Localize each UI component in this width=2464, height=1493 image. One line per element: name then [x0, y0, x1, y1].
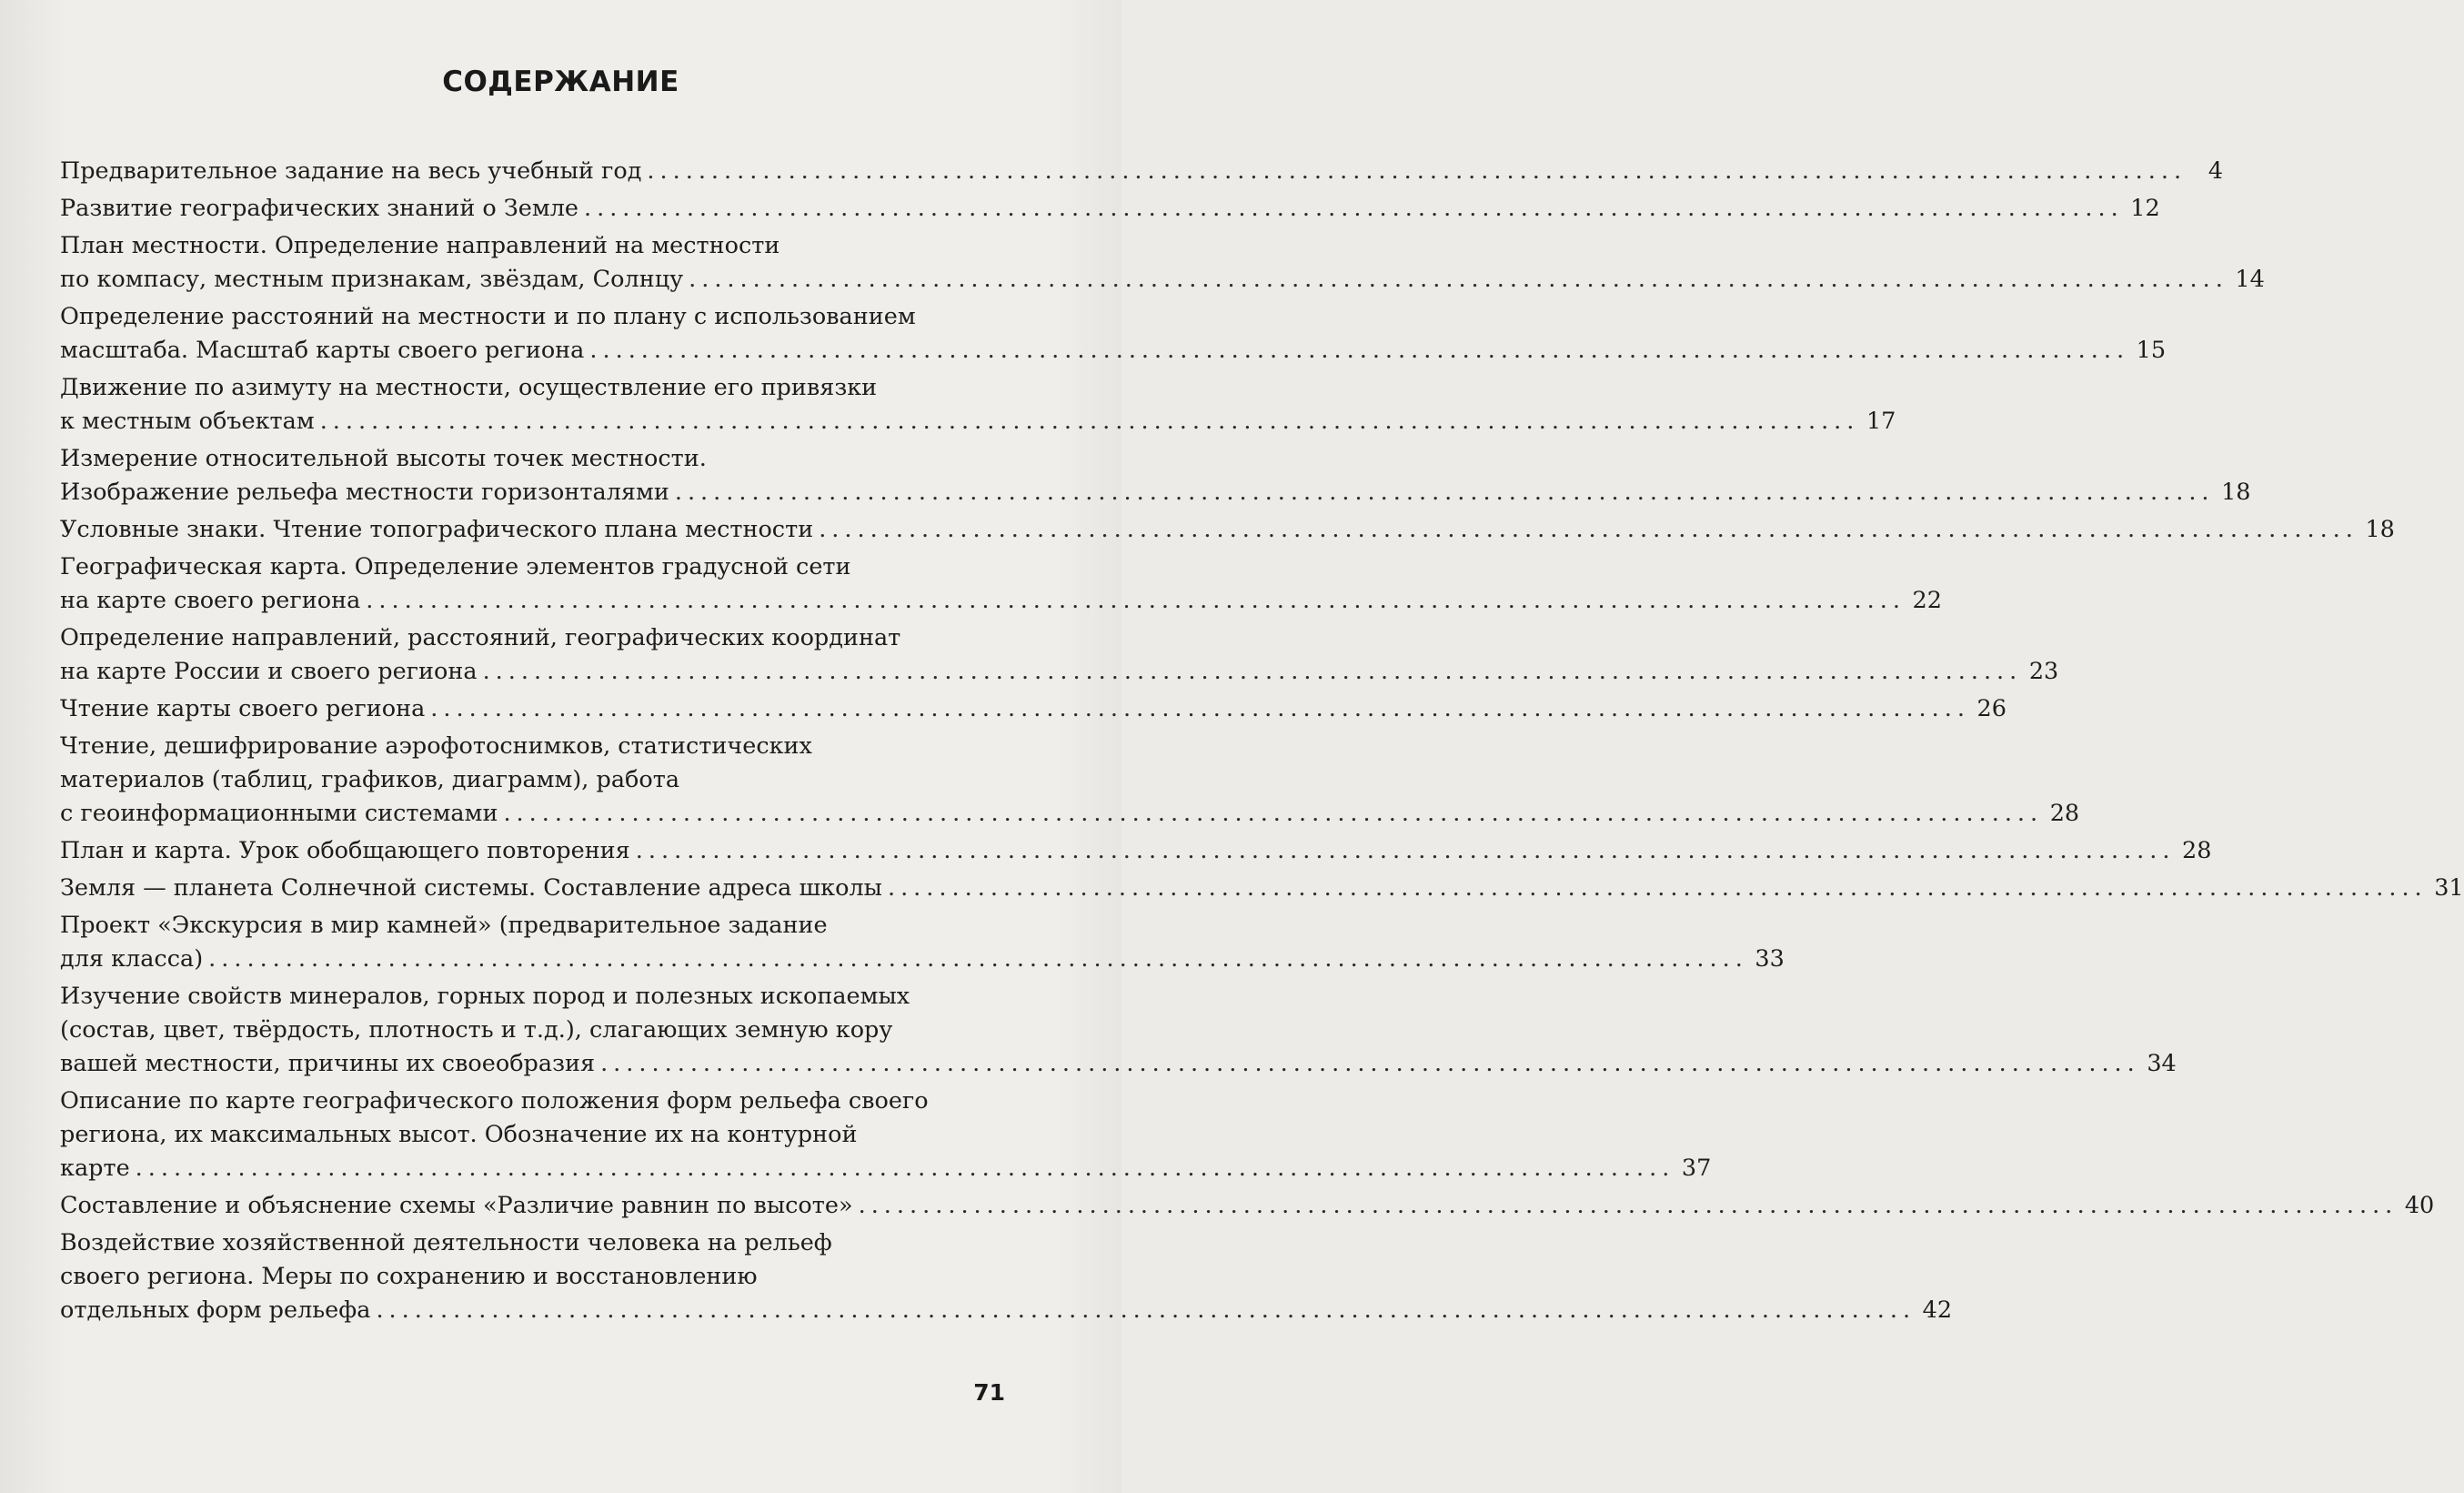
toc-entry-text: Изучение свойств минералов, горных пород и полезных ископаемых — [60, 983, 910, 1010]
toc-entry-last-line — [60, 476, 2251, 509]
toc-entry-last-line — [60, 1189, 2435, 1223]
toc-page-number: 22 — [1912, 587, 1942, 614]
toc-entry-text: на карте своего региона — [60, 587, 361, 614]
toc-entry-text: (состав, цвет, твёрдость, плотность и т.д.), слагающих земную кору — [60, 1016, 893, 1044]
toc-entry-last-line — [60, 334, 2167, 368]
dot-leader: ........................................................................................................................ — [503, 800, 2044, 827]
toc-entry-text: Изображение рельефа местности горизонталями — [60, 479, 669, 506]
toc-entry-text: Чтение карты своего региона — [60, 695, 426, 722]
toc-entry-last-line — [60, 1047, 2177, 1081]
dot-leader: ........................................................................................................................ — [589, 337, 2130, 364]
toc-entry-text: Предварительное задание на весь учебный год — [60, 157, 642, 185]
dot-leader: ........................................................................................................................ — [689, 266, 2228, 293]
toc-entry-text: Проект «Экскурсия в мир камней» (предварительное задание — [60, 912, 828, 939]
toc-page-number: 4 — [2208, 157, 2224, 185]
toc-entry — [60, 1084, 1712, 1185]
toc-entry-text: Воздействие хозяйственной деятельности человека на рельеф — [60, 1229, 832, 1256]
toc-entry-text: региона, их максимальных высот. Обозначение их на контурной — [60, 1121, 858, 1148]
toc-entry-last-line — [60, 797, 2080, 831]
toc-entry — [60, 621, 2059, 689]
dot-leader: ........................................................................................................................ — [366, 587, 1906, 614]
toc-entry-last-line — [60, 155, 2224, 188]
toc-page-number: 18 — [2365, 516, 2395, 543]
toc-page-number: 34 — [2147, 1050, 2177, 1077]
toc-entry — [60, 692, 2006, 726]
toc-entry — [60, 730, 2080, 831]
dot-leader: ........................................................................................................................ — [319, 408, 1860, 435]
toc-entry-text: Развитие географических знаний о Земле — [60, 195, 578, 222]
toc-entry-last-line — [60, 513, 2395, 547]
toc-entry-text: Определение расстояний на местности и по плану с использованием — [60, 303, 916, 330]
toc-entry-text: План и карта. Урок обобщающего повторения — [60, 837, 630, 864]
dot-leader: ........................................................................................................................ — [208, 945, 1748, 973]
toc-page-number: 31 — [2434, 874, 2464, 902]
dot-leader: ........................................................................................................................ — [674, 479, 2215, 506]
page-title: СОДЕРЖАНИЕ — [442, 66, 679, 98]
toc-entry-text: План местности. Определение направлений на местности — [60, 232, 780, 259]
toc-entry — [60, 229, 2265, 297]
toc-entry-text: Измерение относительной высоты точек местности. — [60, 445, 707, 472]
toc-entry — [60, 550, 1942, 618]
toc-entry-last-line — [60, 943, 1785, 976]
toc-entry-last-line — [60, 263, 2265, 297]
toc-entry-text: вашей местности, причины их своеобразия — [60, 1050, 596, 1077]
dot-leader: ........................................................................................................................ — [819, 516, 2358, 543]
page-number: 71 — [973, 1379, 1005, 1406]
toc-entry-text: Условные знаки. Чтение топографического плана местности — [60, 516, 814, 543]
toc-entry — [60, 872, 2464, 905]
toc-entry-last-line — [60, 834, 2212, 868]
toc-page-number: 42 — [1922, 1296, 1953, 1324]
toc-page-number: 18 — [2221, 479, 2251, 506]
dot-leader: ........................................................................................................................ — [635, 837, 2176, 864]
toc-page-number: 12 — [2130, 195, 2160, 222]
toc-entry — [60, 371, 1896, 439]
toc-page-number: 40 — [2404, 1192, 2435, 1219]
toc-entry-last-line — [60, 872, 2464, 905]
toc-page-number: 17 — [1866, 408, 1896, 435]
dot-leader: ........................................................................................................................ — [887, 874, 2428, 902]
toc-page-number: 28 — [2049, 800, 2080, 827]
toc-page-number: 37 — [1681, 1155, 1712, 1182]
toc-entry — [60, 980, 2177, 1081]
toc-entry-text: отдельных форм рельефа — [60, 1296, 371, 1324]
toc-entry — [60, 1226, 1953, 1327]
toc-entry — [60, 834, 2212, 868]
toc-entry-text: с геоинформационными системами — [60, 800, 498, 827]
toc-page-number: 26 — [1976, 695, 2006, 722]
toc-entry-text: своего региона. Меры по сохранению и восстановлению — [60, 1263, 758, 1290]
toc-entry — [60, 513, 2395, 547]
toc-entry-text: Земля — планета Солнечной системы. Составление адреса школы — [60, 874, 882, 902]
toc-entry — [60, 192, 2160, 226]
toc-entry-text: Определение направлений, расстояний, географических координат — [60, 624, 901, 651]
toc-entry-text: для класса) — [60, 945, 204, 973]
toc-entry-text: Движение по азимуту на местности, осуществление его привязки — [60, 374, 878, 401]
toc-page-number: 28 — [2182, 837, 2212, 864]
dot-leader: ........................................................................................................................ — [376, 1296, 1916, 1324]
toc-entry — [60, 155, 2224, 188]
toc-entry-text: по компасу, местным признакам, звёздам, Солнцу — [60, 266, 684, 293]
dot-leader: ........................................................................................................................ — [583, 195, 2124, 222]
toc-page-number: 14 — [2235, 266, 2265, 293]
toc-entry-text: Географическая карта. Определение элементов градусной сети — [60, 553, 851, 580]
dot-leader: ........................................................................................................................ — [647, 157, 2187, 185]
toc-entry-last-line — [60, 1152, 1712, 1185]
toc-entry-last-line — [60, 584, 1942, 618]
toc-entry-text: Чтение, дешифрирование аэрофотоснимков, статистических — [60, 732, 812, 760]
dot-leader: ........................................................................................................................ — [430, 695, 1970, 722]
toc-page-number: 33 — [1755, 945, 1785, 973]
toc-entry-last-line — [60, 405, 1896, 439]
dot-leader: ........................................................................................................................ — [600, 1050, 2140, 1077]
toc-entry-last-line — [60, 1294, 1953, 1327]
toc-entry-last-line — [60, 692, 2006, 726]
toc-entry — [60, 1189, 2435, 1223]
toc-entry-last-line — [60, 655, 2059, 689]
table-of-contents — [60, 155, 2464, 1327]
toc-page-number: 23 — [2028, 658, 2059, 685]
dot-leader: ........................................................................................................................ — [482, 658, 2023, 685]
dot-leader: ........................................................................................................................ — [135, 1155, 1675, 1182]
toc-page-number: 15 — [2136, 337, 2167, 364]
toc-entry — [60, 909, 1785, 976]
toc-entry-text: Составление и объяснение схемы «Различие равнин по высоте» — [60, 1192, 853, 1219]
toc-entry-text: к местным объектам — [60, 408, 315, 435]
toc-entry-text: масштаба. Масштаб карты своего региона — [60, 337, 585, 364]
toc-entry — [60, 442, 2251, 509]
toc-entry-text: Описание по карте географического положения форм рельефа своего — [60, 1087, 929, 1115]
toc-entry-last-line — [60, 192, 2160, 226]
toc-entry-text: карте — [60, 1155, 130, 1182]
toc-entry-text: материалов (таблиц, графиков, диаграмм), работа — [60, 766, 680, 793]
toc-entry-text: на карте России и своего региона — [60, 658, 478, 685]
toc-entry — [60, 300, 2167, 368]
dot-leader: ........................................................................................................................ — [858, 1192, 2399, 1219]
